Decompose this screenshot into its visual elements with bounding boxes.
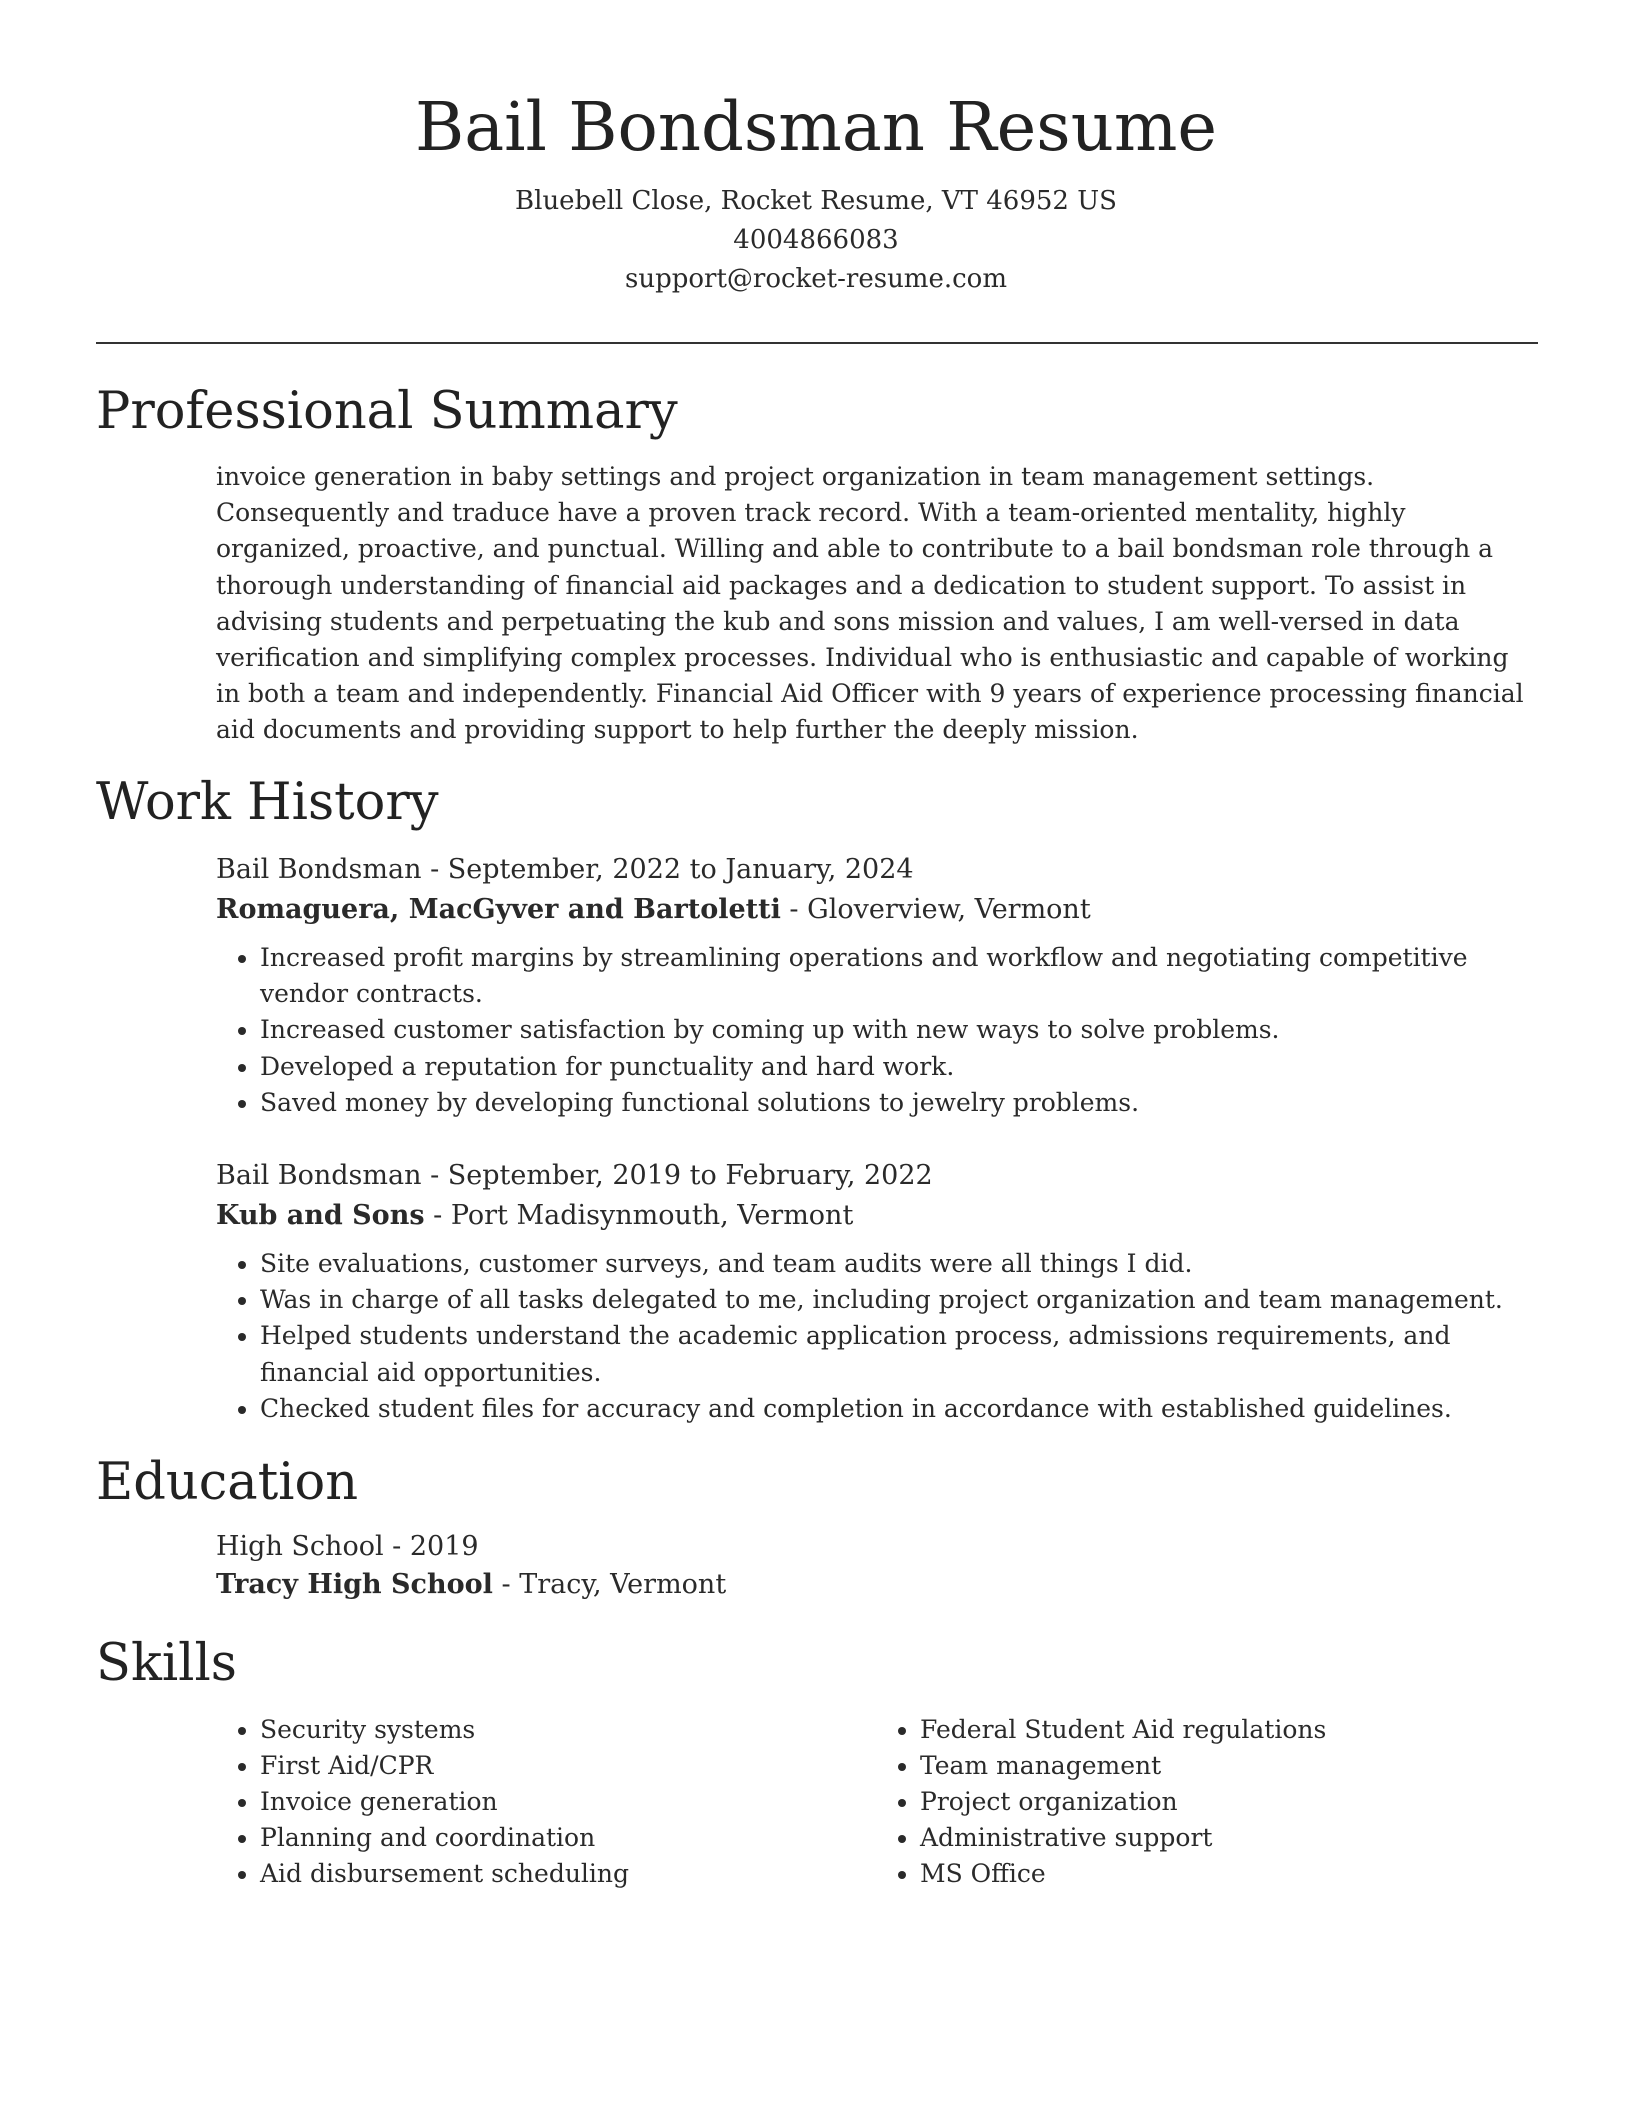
resume-header — [0, 82, 1632, 299]
job-entry — [216, 1156, 1536, 1427]
skill-item: • Team management — [920, 1748, 1536, 1784]
job-bullet: • Helped students understand the academic application process, admissions requirements, and financial aid opportunities. — [260, 1318, 1536, 1390]
job-company-line — [216, 1196, 1536, 1236]
job-bullet: • Increased customer satisfaction by coming up with new ways to solve problems. — [260, 1012, 1536, 1048]
education-heading: Education — [96, 1453, 359, 1512]
skills-column-left — [216, 1712, 876, 1892]
address: Bluebell Close, Rocket Resume, VT 46952 US — [515, 186, 1117, 216]
job-bullets — [216, 940, 1536, 1121]
job-entry — [216, 850, 1536, 1121]
skill-item: • Administrative support — [920, 1820, 1536, 1856]
education-entry — [216, 1528, 1536, 1604]
skill-item: • Planning and coordination — [260, 1820, 876, 1856]
company-name: Romaguera, MacGyver and Bartoletti — [216, 894, 781, 925]
summary-heading: Professional Summary — [96, 382, 678, 441]
job-bullet: • Increased profit margins by streamlining operations and workflow and negotiating competitive vendor contracts. — [260, 940, 1536, 1012]
skill-item: • MS Office — [920, 1856, 1536, 1892]
job-title-line: Bail Bondsman - September, 2022 to January, 2024 — [216, 854, 914, 885]
contact-info — [0, 182, 1632, 299]
school-name: Tracy High School — [216, 1569, 493, 1600]
skill-item: • Project organization — [920, 1784, 1536, 1820]
school-line — [216, 1566, 1536, 1604]
job-bullet: • Site evaluations, customer surveys, and team audits were all things I did. — [260, 1246, 1536, 1282]
skill-item: • First Aid/CPR — [260, 1748, 876, 1784]
skills-column-right — [876, 1712, 1536, 1892]
skills-heading: Skills — [96, 1634, 237, 1693]
company-location: - Gloverview, Vermont — [780, 894, 1091, 925]
resume-title: Bail Bondsman Resume — [414, 88, 1218, 166]
header-divider — [96, 342, 1538, 344]
company-name: Kub and Sons — [216, 1200, 425, 1231]
job-title-line: Bail Bondsman - September, 2019 to February, 2022 — [216, 1160, 933, 1191]
job-bullet: • Was in charge of all tasks delegated to me, including project organization and team management. — [260, 1282, 1536, 1318]
skill-item: • Security systems — [260, 1712, 876, 1748]
skill-item: • Aid disbursement scheduling — [260, 1856, 876, 1892]
job-bullets — [216, 1246, 1536, 1427]
company-location: - Port Madisynmouth, Vermont — [424, 1200, 854, 1231]
summary-text: invoice generation in baby settings and project organization in team management settings. Consequently and traduce have a proven track record. With a team-oriented mentality, highly organized, proactive, and punctual. Willing and able to contribute to a bail bondsman role through a thorough understanding of financial aid packages and a dedication to student support. To assist in advising students and perpetuating the kub and sons mission and values, I am well-versed in data verification and simplifying complex processes. Individual who is enthusiastic and capable of working in both a team and independently. Financial Aid Officer with 9 years of experience processing financial aid documents and providing support to help further the deeply mission. — [216, 462, 1524, 745]
school-location: - Tracy, Vermont — [492, 1569, 727, 1600]
degree-line: High School - 2019 — [216, 1531, 479, 1562]
email: support@rocket-resume.com — [624, 264, 1007, 294]
job-bullet: • Developed a reputation for punctuality and hard work. — [260, 1049, 1536, 1085]
skill-item: • Invoice generation — [260, 1784, 876, 1820]
work-history-heading: Work History — [96, 773, 439, 832]
job-company-line — [216, 890, 1536, 930]
phone: 4004866083 — [733, 225, 899, 255]
job-bullet: • Saved money by developing functional solutions to jewelry problems. — [260, 1085, 1536, 1121]
skill-item: • Federal Student Aid regulations — [920, 1712, 1536, 1748]
skills-list — [216, 1712, 1536, 1892]
job-bullet: • Checked student files for accuracy and completion in accordance with established guidelines. — [260, 1391, 1536, 1427]
